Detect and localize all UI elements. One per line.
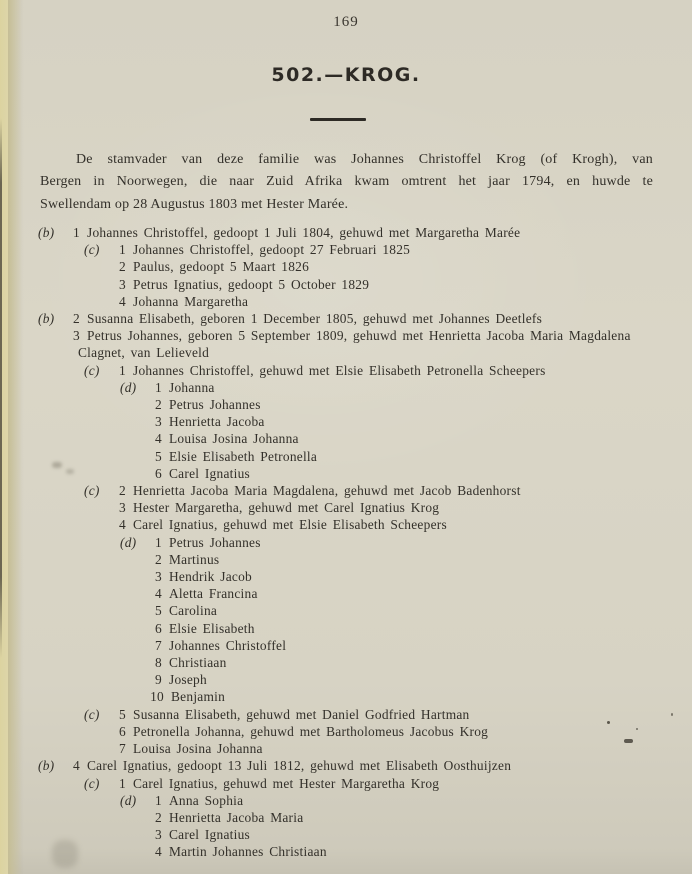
entry-text: Martinus: [169, 551, 220, 567]
entry-number: 3: [73, 328, 80, 344]
entry-number: 5: [155, 448, 162, 464]
entry-generation-marker: (c): [84, 483, 100, 499]
genealogy-entry: [0, 637, 692, 654]
entry-number: 1: [155, 534, 162, 550]
genealogy-entry: [0, 276, 692, 293]
entry-number: 7: [119, 741, 126, 757]
entry-text: Susanna Elisabeth, gehuwd met Daniel Godfried Hartman: [133, 706, 470, 722]
genealogy-entry: [0, 757, 692, 774]
entry-number: 4: [155, 431, 162, 447]
genealogy-entry: [0, 843, 692, 860]
entry-generation-marker: (c): [84, 362, 100, 378]
entry-text: Carel Ignatius, gedoopt 13 Juli 1812, gehuwd met Elisabeth Oosthuijzen: [87, 758, 512, 774]
entry-number: 1: [155, 379, 162, 395]
entry-generation-marker: (b): [38, 758, 55, 774]
entry-generation-marker: (c): [84, 706, 100, 722]
entry-number: 4: [155, 586, 162, 602]
genealogy-entry: [0, 620, 692, 637]
entry-text: Carel Ignatius: [169, 827, 250, 843]
genealogy-entry: [0, 671, 692, 688]
entry-number: 3: [155, 414, 162, 430]
entry-generation-marker: (d): [120, 534, 137, 550]
genealogy-entry: [0, 448, 692, 465]
entry-number: 5: [155, 603, 162, 619]
scan-speck: [636, 728, 638, 730]
intro-paragraph: [40, 149, 653, 216]
genealogy-entry: [0, 327, 692, 344]
scan-speck: [624, 739, 633, 743]
entry-number: 8: [155, 655, 162, 671]
entry-number: 2: [119, 483, 126, 499]
entry-number: 1: [119, 362, 126, 378]
intro-line: De stamvader van deze familie was Johannes Christoffel Krog (of Krogh), van: [76, 152, 653, 167]
entry-number: 4: [119, 517, 126, 533]
entry-text: Johannes Christoffel, gehuwd met Elsie Elisabeth Petronella Scheepers: [133, 362, 546, 378]
entry-text: Petrus Johannes: [169, 397, 261, 413]
genealogy-entry: [0, 602, 692, 619]
genealogy-entry: [0, 809, 692, 826]
scan-smudge: [66, 469, 74, 474]
entry-text: Carolina: [169, 603, 218, 619]
genealogy-entry: [0, 568, 692, 585]
title-divider-rule: [310, 118, 366, 121]
entry-number: 1: [155, 792, 162, 808]
entry-generation-marker: (c): [84, 775, 100, 791]
entry-text: Louisa Josina Johanna: [133, 741, 263, 757]
entry-text: Elsie Elisabeth: [169, 620, 255, 636]
genealogy-entry: [0, 723, 692, 740]
entry-number: 6: [155, 620, 162, 636]
entry-number: 2: [73, 311, 80, 327]
entry-number: 2: [155, 809, 162, 825]
entry-text: Johannes Christoffel: [169, 637, 287, 653]
entry-text: Paulus, gedoopt 5 Maart 1826: [133, 259, 310, 275]
scan-speck: [607, 721, 610, 724]
entry-text: Elsie Elisabeth Petronella: [169, 448, 318, 464]
entry-continuation-line: [0, 344, 692, 361]
genealogy-entry: [0, 534, 692, 551]
entry-number: 6: [119, 723, 126, 739]
entry-number: 7: [155, 637, 162, 653]
entry-number: 4: [155, 844, 162, 860]
genealogy-entry: [0, 482, 692, 499]
entry-text: Joseph: [169, 672, 207, 688]
entry-number: 9: [155, 672, 162, 688]
entry-text: Hester Margaretha, gehuwd met Carel Ignatius Krog: [133, 500, 440, 516]
entry-generation-marker: (d): [120, 379, 137, 395]
entry-number: 3: [155, 827, 162, 843]
entry-text: Petrus Ignatius, gedoopt 5 October 1829: [133, 276, 370, 292]
entry-text: Henrietta Jacoba Maria Magdalena, gehuwd met Jacob Badenhorst: [133, 483, 521, 499]
genealogy-entry: [0, 826, 692, 843]
entry-number: 4: [73, 758, 80, 774]
entry-text: Benjamin: [171, 689, 226, 705]
section-title: 502.—KROG.: [271, 64, 421, 86]
entry-generation-marker: (d): [120, 792, 137, 808]
entry-number: 10: [150, 689, 164, 705]
genealogy-entry: [0, 551, 692, 568]
entry-generation-marker: (b): [38, 311, 55, 327]
genealogy-entry: [0, 379, 692, 396]
entry-text: Aletta Francina: [169, 586, 258, 602]
entry-text: Clagnet, van Lelieveld: [78, 345, 210, 361]
entry-text: Martin Johannes Christiaan: [169, 844, 327, 860]
genealogy-entry: [0, 775, 692, 792]
entry-number: 1: [119, 242, 126, 258]
genealogy-entry: [0, 258, 692, 275]
genealogy-entry: [0, 465, 692, 482]
intro-line: Bergen in Noorwegen, die naar Zuid Afrika kwam omtrent het jaar 1794, en huwde te: [40, 174, 653, 190]
entry-text: Petrus Johannes: [169, 534, 261, 550]
entry-number: 2: [119, 259, 126, 275]
genealogy-entry: [0, 224, 692, 241]
entry-text: Christiaan: [169, 655, 227, 671]
scan-speck: [671, 713, 673, 716]
entry-text: Henrietta Jacoba Maria: [169, 809, 304, 825]
entry-text: Henrietta Jacoba: [169, 414, 265, 430]
genealogy-entry: [0, 706, 692, 723]
entry-text: Hendrik Jacob: [169, 569, 252, 585]
entry-number: 3: [119, 500, 126, 516]
genealogy-entry: [0, 688, 692, 705]
entry-number: 2: [155, 551, 162, 567]
entry-generation-marker: (c): [84, 242, 100, 258]
genealogy-list: [0, 224, 692, 861]
genealogy-entry: [0, 413, 692, 430]
entry-text: Susanna Elisabeth, geboren 1 December 1805, gehuwd met Johannes Deetlefs: [87, 311, 543, 327]
entry-number: 6: [155, 465, 162, 481]
genealogy-entry: [0, 499, 692, 516]
genealogy-entry: [0, 516, 692, 533]
intro-line: Swellendam op 28 Augustus 1803 met Hester Marée.: [40, 196, 349, 212]
entry-text: Carel Ignatius: [169, 465, 250, 481]
entry-text: Johanna Margaretha: [133, 293, 249, 309]
genealogy-entry: [0, 293, 692, 310]
entry-text: Carel Ignatius, gehuwd met Elsie Elisabeth Scheepers: [133, 517, 447, 533]
entry-number: 3: [155, 569, 162, 585]
entry-text: Johannes Christoffel, gedoopt 27 Februari 1825: [133, 242, 411, 258]
page-number: 169: [333, 14, 359, 30]
genealogy-entry: [0, 396, 692, 413]
genealogy-entry: [0, 654, 692, 671]
genealogy-entry: [0, 740, 692, 757]
entry-number: 2: [155, 397, 162, 413]
entry-number: 5: [119, 706, 126, 722]
entry-number: 1: [119, 775, 126, 791]
entry-text: Louisa Josina Johanna: [169, 431, 299, 447]
entry-text: Carel Ignatius, gehuwd met Hester Margaretha Krog: [133, 775, 440, 791]
entry-number: 4: [119, 293, 126, 309]
genealogy-entry: [0, 362, 692, 379]
scan-smudge: [52, 840, 78, 868]
entry-text: Anna Sophia: [169, 792, 244, 808]
entry-text: Johannes Christoffel, gedoopt 1 Juli 1804, gehuwd met Margaretha Marée: [87, 225, 521, 240]
genealogy-entry: [0, 241, 692, 258]
genealogy-entry: [0, 430, 692, 447]
entry-number: 1: [73, 225, 80, 240]
genealogy-entry: [0, 585, 692, 602]
genealogy-entry: [0, 792, 692, 809]
entry-text: Petronella Johanna, gehuwd met Bartholomeus Jacobus Krog: [133, 723, 489, 739]
scan-smudge: [52, 462, 62, 468]
entry-generation-marker: (b): [38, 225, 55, 240]
genealogy-entry: [0, 310, 692, 327]
entry-text: Johanna: [169, 379, 215, 395]
entry-number: 3: [119, 276, 126, 292]
entry-text: Petrus Johannes, geboren 5 September 1809, gehuwd met Henrietta Jacoba Maria Magdalena: [87, 328, 631, 344]
